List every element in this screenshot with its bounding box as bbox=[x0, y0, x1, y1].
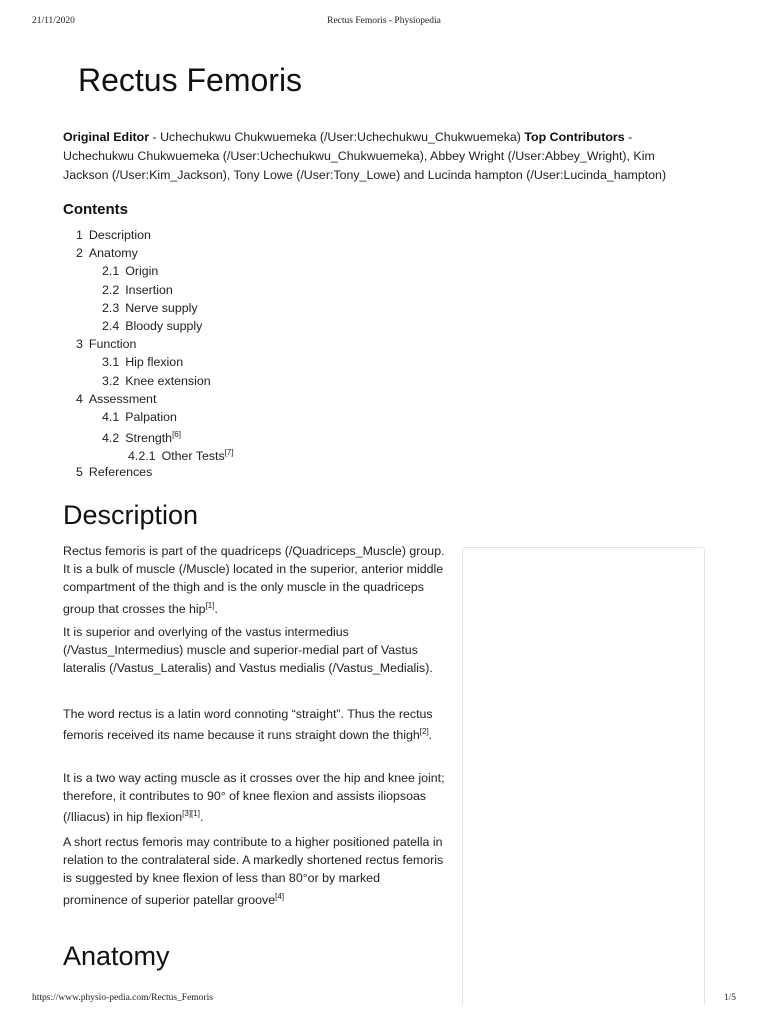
paragraph-text: The word rectus is a latin word connoting “straight”. Thus the rectus femoris received its name because it runs straight down the thigh bbox=[63, 707, 433, 743]
paragraph-text: It is a two way acting muscle as it crosses over the hip and knee joint; therefore, it contributes to 90° of knee flexion and assists iliopsoas (/Iliacus) in hip flexion bbox=[63, 771, 445, 825]
print-url: https://www.physio-pedia.com/Rectus_Femoris bbox=[32, 993, 213, 1003]
toc-item[interactable] bbox=[102, 409, 177, 425]
toc-item-number: 4 bbox=[76, 391, 83, 406]
toc-item-label: Bloody supply bbox=[125, 319, 203, 333]
top-contributors-label: Top Contributors bbox=[524, 130, 625, 144]
toc-item-label: References bbox=[88, 464, 153, 479]
description-paragraph bbox=[63, 705, 447, 744]
toc-item[interactable] bbox=[76, 464, 152, 480]
toc-item-number: 5 bbox=[76, 464, 83, 479]
citation[interactable]: [4] bbox=[275, 891, 285, 901]
toc-item-label: Knee extension bbox=[125, 373, 211, 388]
toc-item-label: Palpation bbox=[125, 410, 177, 424]
citation[interactable]: [2] bbox=[419, 727, 429, 737]
toc-item[interactable] bbox=[76, 391, 156, 407]
toc-item[interactable] bbox=[102, 263, 158, 279]
toc-item-number: 3.1 bbox=[102, 355, 120, 370]
toc-item[interactable] bbox=[76, 245, 138, 261]
toc-item[interactable] bbox=[102, 354, 183, 370]
description-paragraph bbox=[63, 623, 447, 678]
toc-item[interactable] bbox=[128, 445, 234, 464]
print-header bbox=[32, 16, 736, 30]
toc-item-label: Hip flexion bbox=[125, 355, 184, 370]
toc-item-number: 2.4 bbox=[102, 319, 120, 333]
toc-item-number: 4.2 bbox=[102, 431, 120, 446]
print-page-number: 1/5 bbox=[723, 993, 736, 1003]
toc-item-number: 1 bbox=[76, 228, 83, 242]
toc-item[interactable] bbox=[76, 227, 151, 243]
paragraph-text: Rectus femoris is part of the quadriceps (/Quadriceps_Muscle) group. It is a bulk of muscle (/Muscle) located in the superior, anterior middle compartment of the thigh and is the only muscle in the quadriceps group that crosses the hip bbox=[63, 544, 445, 616]
paragraph-end: . bbox=[214, 601, 218, 616]
toc-item-label: Other Tests bbox=[161, 449, 225, 464]
print-footer bbox=[32, 993, 736, 1007]
toc-title: Contents bbox=[63, 201, 128, 218]
print-doc-title: Rectus Femoris - Physiopedia bbox=[327, 16, 441, 26]
citation[interactable]: [1] bbox=[205, 600, 215, 610]
toc-item-label: Description bbox=[88, 228, 151, 242]
toc-item-number: 4.1 bbox=[102, 410, 120, 424]
paragraph-end: . bbox=[199, 810, 204, 825]
toc-item-number: 3.2 bbox=[102, 373, 120, 388]
citation[interactable]: [6] bbox=[172, 430, 181, 440]
description-paragraph bbox=[63, 542, 447, 618]
original-editor-label: Original Editor bbox=[63, 130, 150, 144]
contributors bbox=[63, 128, 703, 184]
page-title: Rectus Femoris bbox=[78, 62, 303, 98]
toc-item-label: Nerve supply bbox=[125, 300, 198, 315]
toc-item[interactable] bbox=[102, 373, 211, 389]
top-contributors-text[interactable]: - Uchechukwu Chukwuemeka (/User:Uchechukwu_Chukwuemeka), Abbey Wright (/User:Abbey_Wright), Kim Jackson (/User:Kim_Jackson), Tony Lowe (/User:Tony_Lowe) and Lucinda hampton (/User:Lucinda_hampton) bbox=[63, 130, 667, 182]
toc-item-label: Function bbox=[88, 337, 137, 352]
paragraph-end: . bbox=[428, 728, 433, 743]
toc-item-label: Origin bbox=[125, 264, 159, 279]
print-date: 21/11/2020 bbox=[32, 16, 75, 26]
toc-item[interactable] bbox=[102, 318, 202, 334]
toc-item-number: 2 bbox=[76, 246, 83, 261]
paragraph-text: It is superior and overlying of the vastus intermedius (/Vastus_Intermedius) muscle and superior-medial part of Vastus lateralis (/Vastus_Lateralis) and Vastus medialis (/Vastus_Medialis). bbox=[63, 625, 433, 676]
toc-item-number: 4.2.1 bbox=[128, 449, 156, 464]
toc-item-number: 2.2 bbox=[102, 282, 120, 297]
paragraph-text: A short rectus femoris may contribute to a higher positioned patella in relation to the contralateral side. A markedly shortened rectus femoris is suggested by knee flexion of less than 80°or by marked prominence of superior patellar groove bbox=[63, 835, 444, 907]
original-editor-text[interactable]: - Uchechukwu Chukwuemeka (/User:Uchechukwu_Chukwuemeka) bbox=[149, 130, 525, 144]
toc-item-number: 3 bbox=[76, 337, 83, 352]
toc-item-label: Assessment bbox=[88, 391, 157, 406]
toc-item[interactable] bbox=[102, 282, 173, 298]
citation[interactable]: [7] bbox=[224, 448, 234, 458]
image-placeholder bbox=[462, 547, 705, 1007]
toc-item-label: Insertion bbox=[125, 282, 173, 297]
description-paragraph bbox=[63, 833, 447, 909]
section-heading-anatomy: Anatomy bbox=[63, 941, 170, 971]
toc-item[interactable] bbox=[102, 300, 198, 316]
toc-item[interactable] bbox=[76, 336, 136, 352]
citation[interactable]: [3][1] bbox=[182, 809, 200, 819]
toc-item-label: Anatomy bbox=[88, 246, 138, 261]
section-heading-description: Description bbox=[63, 500, 199, 530]
description-paragraph bbox=[63, 769, 447, 827]
toc-item-number: 2.3 bbox=[102, 300, 120, 315]
toc-item-label: Strength bbox=[125, 431, 173, 446]
toc-item[interactable] bbox=[102, 427, 181, 446]
toc-item-number: 2.1 bbox=[102, 264, 120, 279]
